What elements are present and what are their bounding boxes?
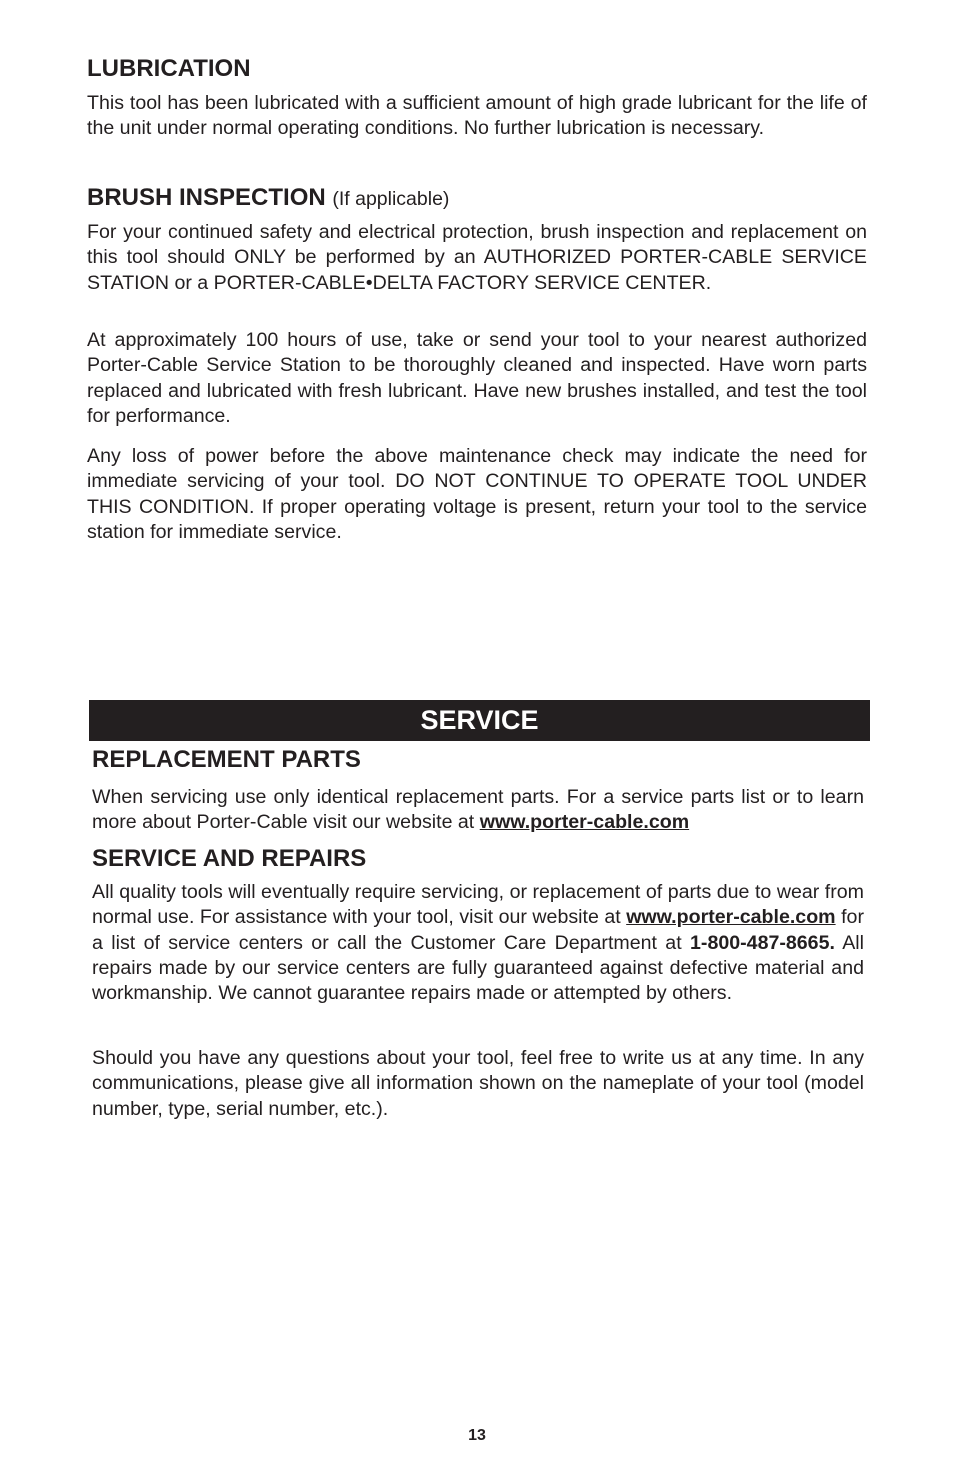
brush-inspection-para-2: At approximately 100 hours of use, take or send your tool to your nearest authorized Porter-Cable Service Station to be thoroughly cleaned and inspected. Have worn parts replaced and lubricated with fresh lubricant. Have new brushes installed, and test the tool for performance.: [87, 329, 867, 427]
replacement-parts-heading: REPLACEMENT PARTS: [92, 746, 361, 773]
lubrication-text: This tool has been lubricated with a sufficient amount of high grade lubricant for the life of the unit under normal operating conditions. No further lubrication is necessary.: [87, 92, 867, 140]
replacement-parts-body: When servicing use only identical replacement parts. For a service parts list or to learn more about Porter-Cable visit our website at: [92, 786, 864, 834]
service-and-repairs-heading: SERVICE AND REPAIRS: [92, 845, 367, 872]
service-and-repairs-para-2: Should you have any questions about your tool, feel free to write us at any time. In any communications, please give all information shown on the nameplate of your tool (model number, type, serial number, etc.).: [92, 1047, 864, 1120]
service-and-repairs-body-b: for a list of service centers or call the Customer Care Department at: [92, 906, 864, 954]
brush-inspection-para-1: For your continued safety and electrical protection, brush inspection and replacement on this tool should ONLY be performed by an AUTHORIZED PORTER-CABLE SERVICE STATION or a PORTER-CABLE•DELTA FACTORY SERVICE CENTER.: [87, 221, 867, 294]
lubrication-heading: LUBRICATION: [87, 55, 251, 82]
brush-inspection-qualifier: (If applicable): [332, 188, 450, 210]
page-number: 13: [468, 1427, 486, 1444]
customer-care-phone: 1-800-487-8665.: [690, 931, 835, 954]
replacement-parts-text: [92, 785, 864, 836]
brush-inspection-para-3: Any loss of power before the above maintenance check may indicate the need for immediate servicing of your tool. DO NOT CONTINUE TO OPERATE TOOL UNDER THIS CONDITION. If proper operating voltage is present, return your tool to the service station for immediate service.: [87, 445, 867, 543]
service-and-repairs-body-a: All quality tools will eventually require servicing, or replacement of parts due to wear from normal use. For assistance with your tool, visit our website at: [92, 881, 864, 929]
service-and-repairs-body-c: All repairs made by our service centers are fully guaranteed against defective material and workmanship. We cannot guarantee repairs made or attempted by others.: [92, 931, 864, 1005]
website-link[interactable]: www.porter-cable.com: [479, 811, 690, 834]
service-and-repairs-text: [92, 880, 864, 1006]
website-link[interactable]: www.porter-cable.com: [626, 906, 836, 929]
service-banner: SERVICE: [89, 700, 870, 741]
brush-inspection-heading: [87, 184, 449, 212]
brush-inspection-title: BRUSH INSPECTION: [87, 184, 326, 211]
